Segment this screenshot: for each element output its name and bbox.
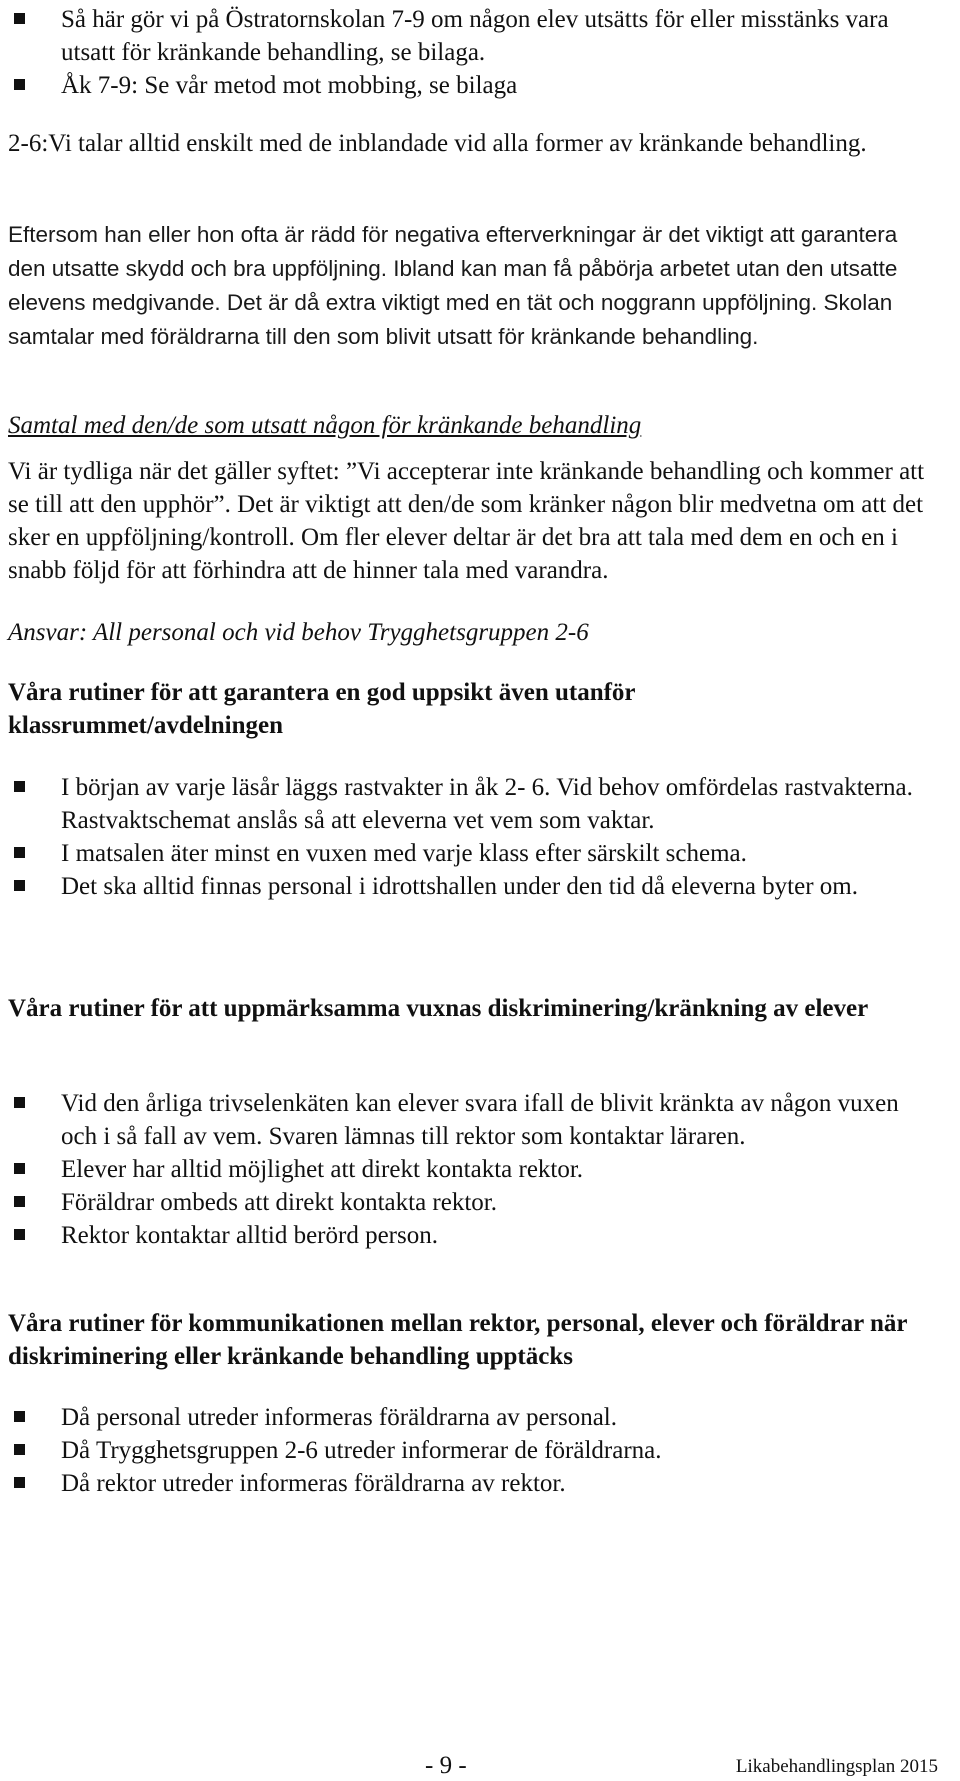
list-item: Vid den årliga trivselenkäten kan elever svara ifall de blivit kränkta av någon vuxen och i så fall av vem. Svaren lämnas till rektor som kontaktar läraren. (8, 1087, 913, 1153)
bullet-square-icon (14, 1444, 25, 1455)
list-item: Så här gör vi på Östratornskolan 7-9 om någon elev utsätts för eller misstänks vara utsatt för kränkande behandling, se bilaga. (8, 3, 948, 69)
page-number: - 9 - (425, 1752, 467, 1779)
list-item: Då rektor utreder informeras föräldrarna av rektor. (8, 1467, 948, 1500)
list-item: Då personal utreder informeras föräldrarna av personal. (8, 1401, 948, 1434)
bullet-square-icon (14, 1411, 25, 1422)
bullet-square-icon (14, 1163, 25, 1174)
samtal-body: Vi är tydliga när det gäller syftet: ”Vi accepterar inte kränkande behandling och kommer att se till att den upphör”. Det är viktigt att den/de som kränker någon blir medvetna om att det sker en uppföljning/kontroll. Om fler elever deltar är det bra att tala med dem en och en i snabb följd för att förhindra att de hinner tala med varandra. (8, 458, 925, 584)
uppsikt-heading: Våra rutiner för att garantera en god uppsikt även utanför klassrummet/avdelningen (8, 679, 636, 739)
bullet-square-icon (14, 1477, 25, 1488)
list-item: I början av varje läsår läggs rastvakter in åk 2- 6. Vid behov omfördelas rastvakterna. Rastvaktschemat anslås så att eleverna vet vem som vaktar. (8, 771, 913, 837)
list-item: Det ska alltid finnas personal i idrottshallen under den tid då eleverna byter om. (8, 870, 913, 903)
vuxnas-list (8, 1087, 913, 1252)
list-item: Åk 7-9: Se vår metod mot mobbing, se bilaga (8, 69, 948, 102)
uppsikt-list (8, 771, 913, 903)
bullet-square-icon (14, 1196, 25, 1207)
bullet-square-icon (14, 847, 25, 858)
paragraph-2-6: 2-6:Vi talar alltid enskilt med de inblandade vid alla former av kränkande behandling. (8, 130, 867, 157)
bullet-square-icon (14, 880, 25, 891)
bullet-square-icon (14, 79, 25, 90)
list-item: Rektor kontaktar alltid berörd person. (8, 1219, 913, 1252)
kommunikation-list (8, 1401, 948, 1500)
bullet-square-icon (14, 1229, 25, 1240)
list-item: Elever har alltid möjlighet att direkt kontakta rektor. (8, 1153, 913, 1186)
bullet-square-icon (14, 13, 25, 24)
bullet-square-icon (14, 1097, 25, 1108)
list-item: Föräldrar ombeds att direkt kontakta rektor. (8, 1186, 913, 1219)
list-item: I matsalen äter minst en vuxen med varje klass efter särskilt schema. (8, 837, 913, 870)
vuxnas-heading: Våra rutiner för att uppmärksamma vuxnas diskriminering/kränkning av elever (8, 995, 869, 1022)
samtal-ansvar: Ansvar: All personal och vid behov Trygghetsgruppen 2-6 (8, 619, 589, 646)
list-item: Då Trygghetsgruppen 2-6 utreder informerar de föräldrarna. (8, 1434, 948, 1467)
samtal-heading: Samtal med den/de som utsatt någon för kränkande behandling (8, 412, 642, 439)
bullet-square-icon (14, 781, 25, 792)
paragraph-eftersom: Eftersom han eller hon ofta är rädd för negativa efterverkningar är det viktigt att garantera den utsatte skydd och bra uppföljning. Ibland kan man få påbörja arbetet utan den utsatte elevens medgivande. Det är då extra viktigt med en tät och noggrann uppföljning. Skolan samtalar med föräldrarna till den som blivit utsatt för kränkande behandling. (8, 222, 898, 349)
top-bullet-list (8, 3, 948, 102)
document-title: Likabehandlingsplan 2015 (735, 1756, 938, 1777)
kommunikation-heading: Våra rutiner för kommunikationen mellan rektor, personal, elever och föräldrar när diskriminering eller kränkande behandling upptäcks (8, 1310, 908, 1370)
